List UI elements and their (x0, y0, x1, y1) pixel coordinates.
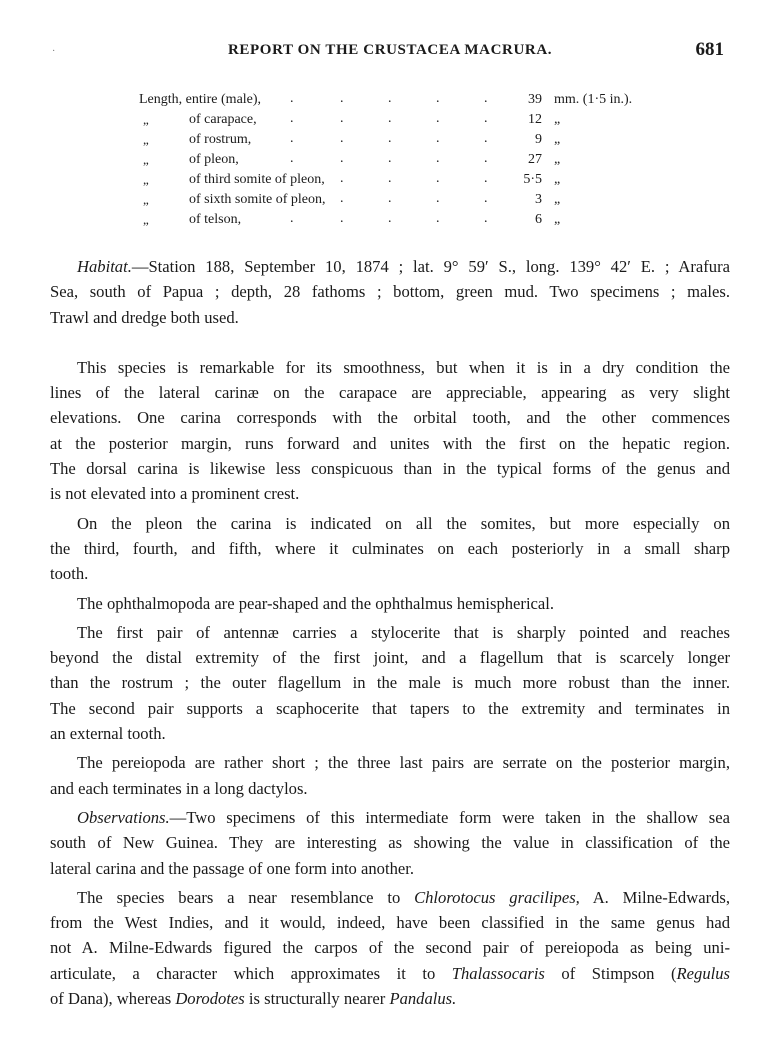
running-header (0, 39, 776, 66)
measurement-row: „ of telson, . . . . . 6 „ (143, 211, 561, 227)
corner-mark: · (52, 46, 56, 57)
habitat-label: Habitat. (77, 257, 132, 276)
measurement-row: Length, entire (male), . . . . . 39 mm. (1·5 in.). (139, 91, 633, 107)
measurement-label: of rostrum, (189, 132, 252, 147)
paragraph: The ophthalmopoda are pear-shaped and the ophthalmus hemispherical. (77, 593, 555, 613)
measurement-label: of pleon, (189, 152, 239, 167)
measurement-row: „ of sixth somite of pleon, . . . . 3 „ (143, 191, 561, 207)
measurement-unit: „ (554, 132, 561, 147)
measurement-unit: „ (554, 152, 561, 167)
measurement-unit: „ (554, 172, 561, 187)
running-title: REPORT ON THE CRUSTACEA MACRURA. (228, 42, 553, 58)
genus-name: Dorodotes (175, 989, 245, 1009)
measurement-row: „ of third somite of pleon, . . . . 5·5 „ (143, 171, 561, 187)
text-line: Trawl and dredge both used. (50, 307, 239, 327)
ditto-mark: „ (143, 192, 149, 207)
measurements-table (130, 92, 690, 232)
measurement-value: 39 (528, 92, 542, 107)
measurement-value: 12 (528, 112, 542, 127)
measurement-unit: „ (554, 112, 561, 127)
measurement-unit: „ (554, 212, 561, 227)
paragraph: This species is remarkable for its smoothness, but when it is in a dry condition the lines of the lateral carinæ on the carapace are appreciable, appearing as very slight elevations. One carina corresponds with the orbital tooth, and the other commences at the posterior margin, runs forward and unites with the first on the hepatic region. The dorsal carina is likewise less conspicuous than in the typical forms of the genus and is not elevated into a prominent crest. (50, 357, 730, 504)
measurement-row: „ of rostrum, . . . . . 9 „ (143, 131, 561, 147)
habitat-line: Habitat.—Station 188, September 10, 1874 ; lat. 9° 59′ S., long. 139° 42′ E. ; Arafura (77, 257, 730, 276)
measurement-value: 3 (535, 192, 542, 207)
measurement-unit: mm. (1·5 in.). (554, 92, 633, 107)
measurement-value: 9 (535, 132, 542, 147)
ditto-mark: „ (143, 172, 149, 187)
page-number: 681 (695, 39, 724, 60)
ditto-mark: „ (143, 212, 149, 227)
paragraph: The species bears a near resemblance to Chlorotocus gracilipes, A. Milne-Edwards, from the West Indies, and it would, indeed, have been classified in the same genus had not A. Milne-Edwards figured the carpos of the second pair of pereiopoda as being uni- articulate, a character which approximates it to Thalassocaris of Stimpson (Regulus of Dana), whereas Dorodotes is structurally nearer Pandalus. (50, 887, 730, 1009)
genus-name: Thalassocaris (451, 963, 545, 983)
measurement-value: 6 (535, 212, 542, 227)
measurement-value: 27 (528, 152, 542, 167)
measurement-label: Length, entire (male), (139, 92, 262, 107)
measurement-label: of third somite of pleon, (189, 172, 325, 187)
paragraph: On the pleon the carina is indicated on all the somites, but more especially on the third, fourth, and fifth, where it culminates on each posteriorly in a small sharp tooth. (50, 513, 730, 584)
measurement-label: of sixth somite of pleon, (189, 192, 326, 207)
paragraph: The pereiopoda are rather short ; the three last pairs are serrate on the posterior margin, and each terminates in a long dactylos. (50, 753, 730, 798)
ditto-mark: „ (143, 152, 149, 167)
species-name: Chlorotocus gracilipes, (414, 887, 580, 907)
measurement-row: „ of pleon, . . . . . 27 „ (143, 151, 561, 167)
ditto-mark: „ (143, 132, 149, 147)
measurement-row: „ of carapace, . . . . . 12 „ (143, 111, 561, 127)
measurement-label: of carapace, (189, 112, 257, 127)
paragraph: The first pair of antennæ carries a stylocerite that is sharply pointed and reaches beyond the distal extremity of the first joint, and a flagellum that is scarcely longer than the rostrum ; the outer flagellum in the male is much more robust than the inner. The second pair supports a scaphocerite that tapers to the extremity and terminates in an external tooth. (50, 622, 730, 744)
measurement-unit: „ (554, 192, 561, 207)
genus-name: Pandalus. (389, 989, 457, 1009)
measurement-label: of telson, (189, 212, 242, 227)
measurement-value: 5·5 (523, 172, 542, 187)
paragraph: Observations.—Two specimens of this intermediate form were taken in the shallow sea south of New Guinea. They are interesting as showing the value in classification of the lateral carina and the passage of one form into another. (50, 807, 730, 878)
genus-name: Regulus (676, 963, 730, 983)
ditto-mark: „ (143, 112, 149, 127)
body-text (50, 254, 730, 1011)
text-line: Sea, south of Papua ; depth, 28 fathoms ; bottom, green mud. Two specimens ; males. (50, 282, 730, 302)
observations-label: Observations. (77, 807, 170, 827)
